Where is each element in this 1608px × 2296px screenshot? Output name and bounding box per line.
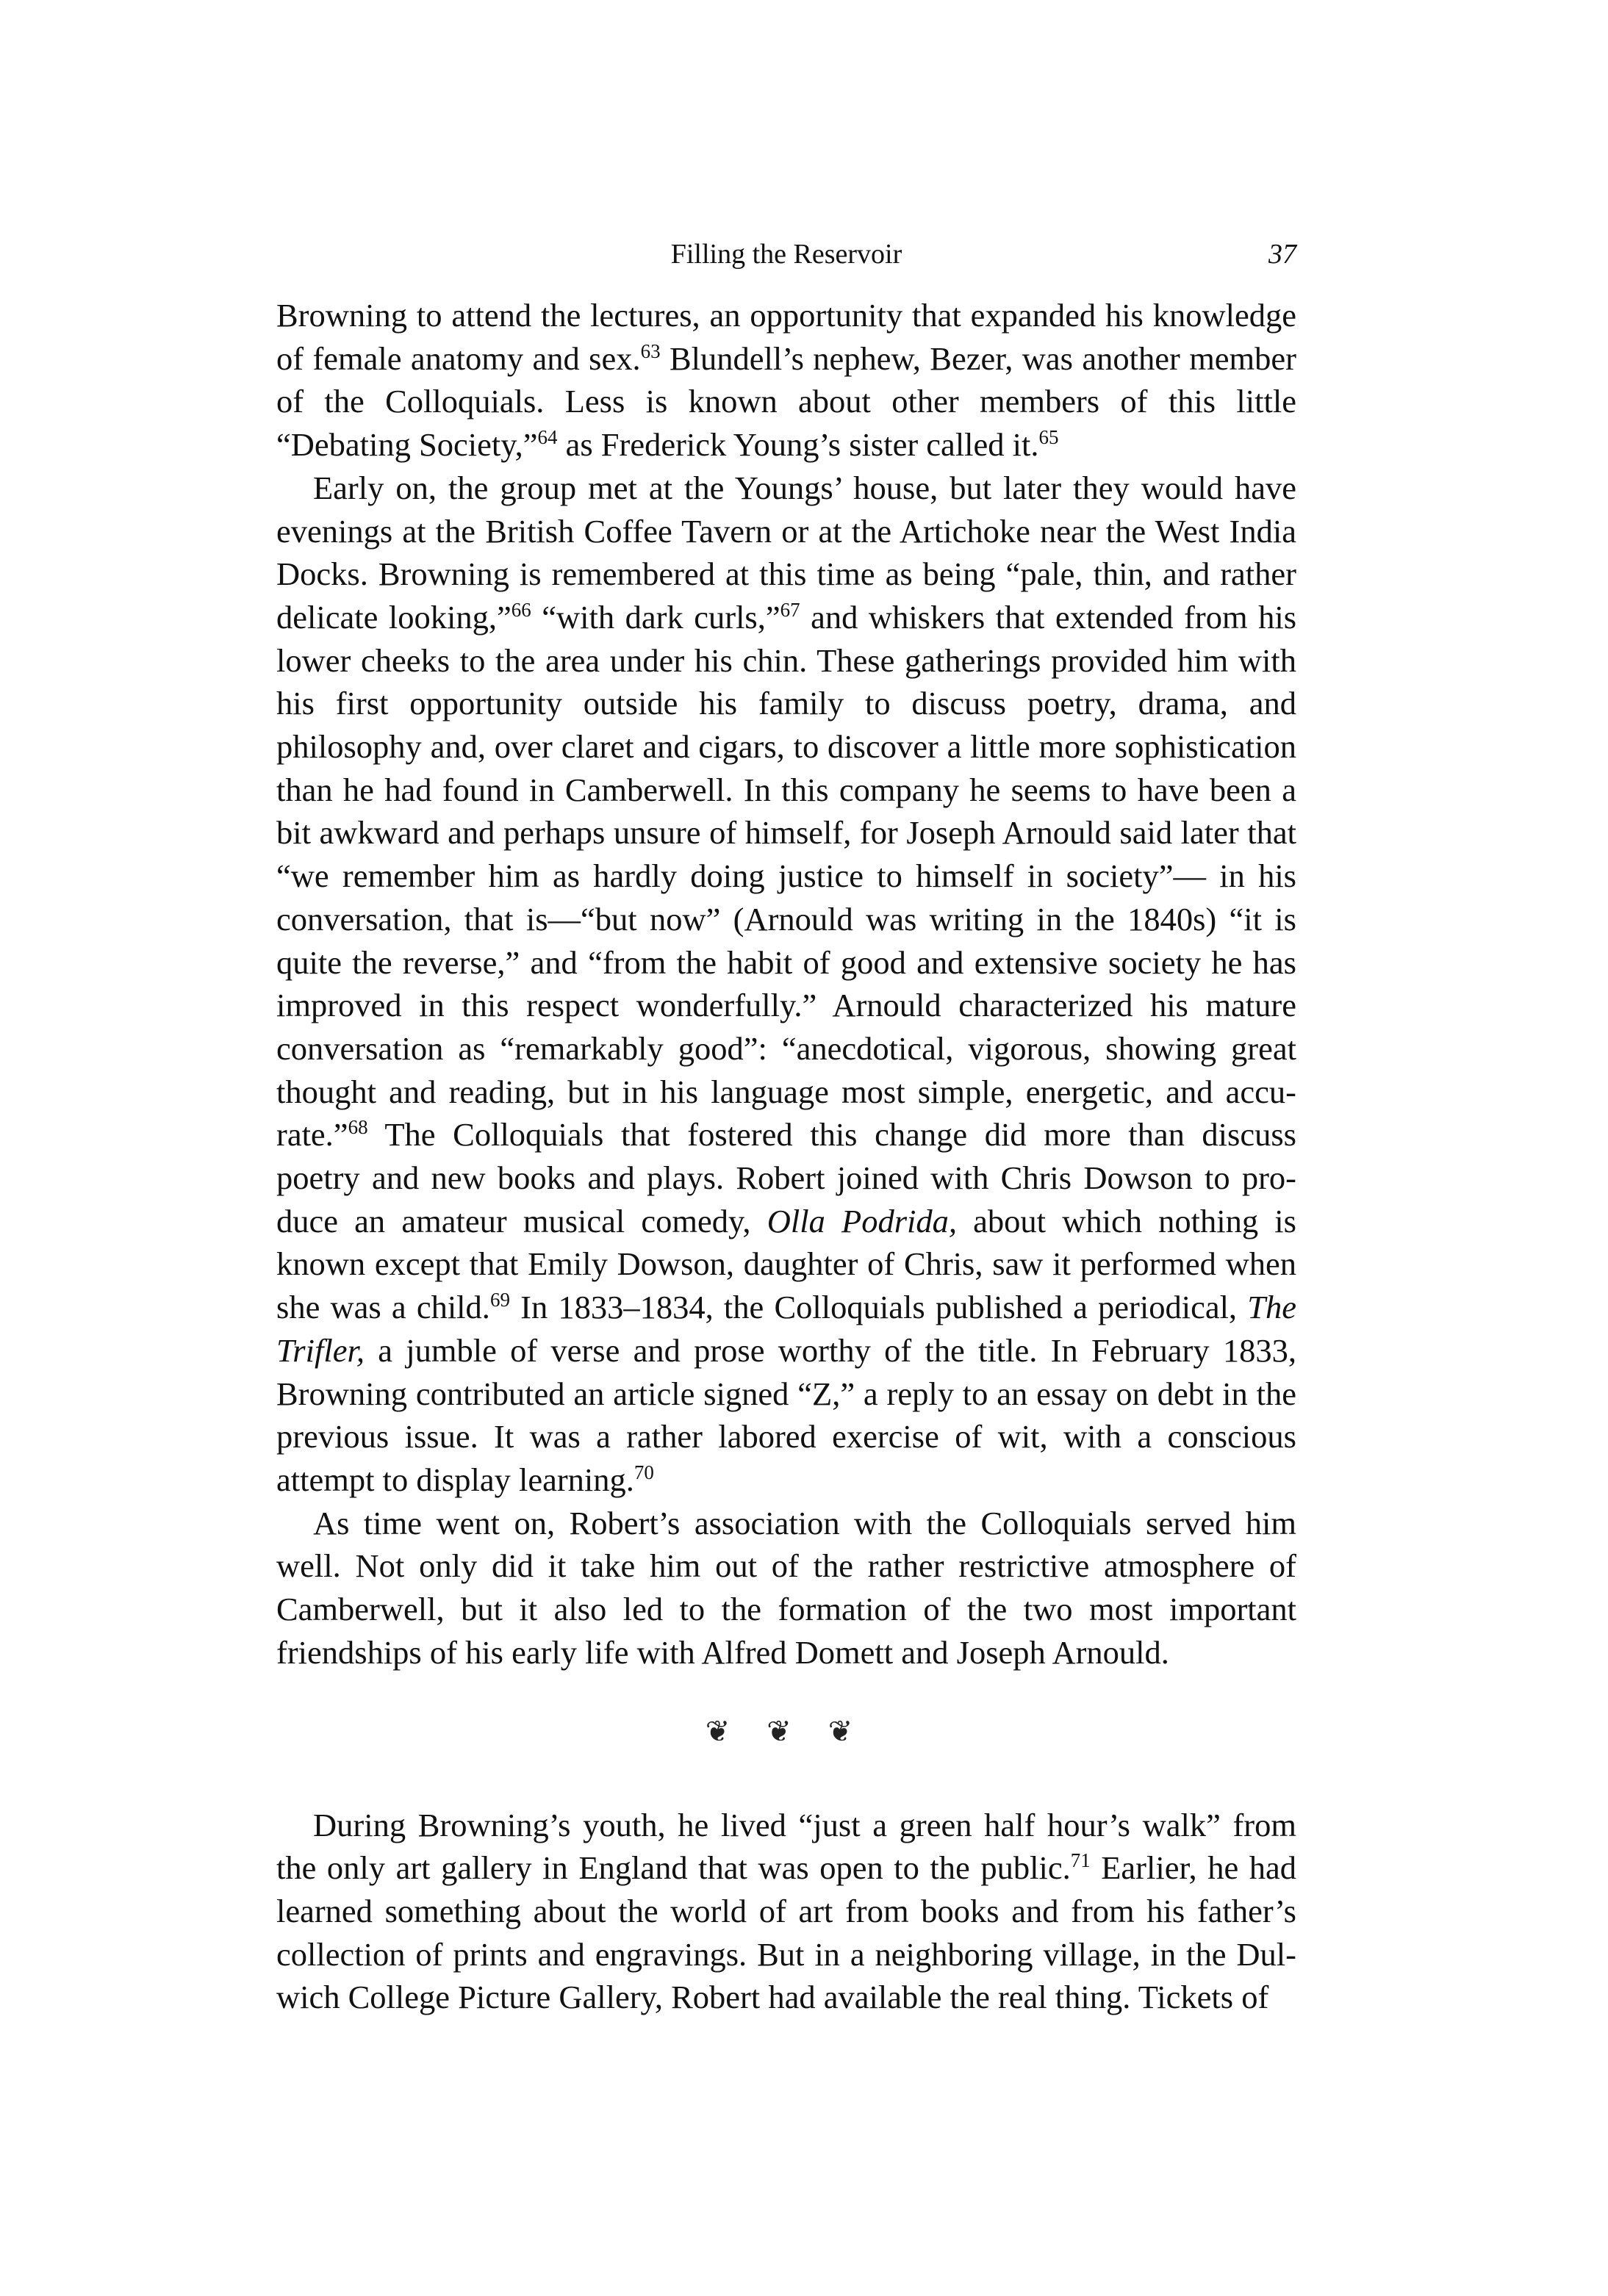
- text-run: about which nothing is known except that Emily Dowson, daughter of Chris, saw it performed when she was a child.: [276, 1202, 1296, 1326]
- text-run: Early on, the group met at the Youngs’ house, but later they would have evenings at the British Coffee Tavern or at the Artichoke near the West India Docks. Browning is remembered at this time as being “pale, thin, and rather delicate looking,”: [276, 469, 1296, 636]
- text-run: The Colloquials that fostered this change did more than discuss poetry and new books and plays. Robert joined with Chris Dowson to produce an amateur musical comedy,: [276, 1116, 1296, 1239]
- text-run: a jumble of verse and prose worthy of the title. In February 1833, Browning contributed an article signed “Z,” a reply to an essay on debt in the previous issue. It was a rather labored exercise of wit, with a conscious attempt to display learning.: [276, 1331, 1296, 1498]
- footnote-ref: 69: [489, 1289, 510, 1311]
- footnote-ref: 70: [633, 1461, 654, 1484]
- page-number: 37: [1268, 239, 1296, 270]
- footnote-ref: 64: [537, 426, 558, 449]
- footnote-ref: 66: [511, 599, 531, 622]
- paragraph: [276, 294, 1296, 467]
- text-run: Browning to attend the lectures, an opportunity that expanded his knowledge of female anatomy and sex.: [276, 297, 1296, 377]
- running-head: [276, 234, 1296, 275]
- body-text: [276, 294, 1296, 2019]
- footnote-ref: 65: [1038, 426, 1059, 449]
- text-run: Earlier, he had learned something about the world of art from books and from his father’s collection of prints and engravings. But in a neighboring village, in the Dulwich College Picture Gallery, Robert had available the real thing. Tickets of: [276, 1849, 1296, 2016]
- text-run: and whiskers that extended from his lower cheeks to the area under his chin. These gatherings provided him with his first opportunity outside his family to discuss poetry, drama, and philosophy and, over claret and cigars, to discover a little more sophistication than he had found in Camberwell. In this company he seems to have been a bit awkward and perhaps unsure of himself, for Joseph Arnould said later that “we remember him as hardly doing justice to himself in society”— in his conversation, that is—“but now” (Arnould was writing in the 1840s) “it is quite the reverse,” and “from the habit of good and extensive society he has improved in this respect wonderfully.” Arnould characterized his mature conversation as “remarkably good”: “anecdotical, vigorous, showing great thought and reading, but in his language most simple, energetic, and accurate.”: [276, 598, 1297, 1154]
- text-run: As time went on, Robert’s association with the Colloquials served him well. Not only did it take him out of the rather restrictive atmosphere of Camberwell, but it also led to the formation of the two most important friendships of his early life with Alfred Domett and Joseph Arnould.: [276, 1504, 1296, 1671]
- text-run: as Frederick Young’s sister called it.: [557, 426, 1039, 464]
- text-run: “with dark curls,”: [531, 598, 780, 636]
- paragraph: [276, 467, 1296, 1502]
- footnote-ref: 68: [348, 1116, 368, 1139]
- running-title: Filling the Reservoir: [670, 239, 902, 270]
- text-run: In 1833–1834, the Colloquials published a periodical,: [509, 1289, 1248, 1326]
- footnote-ref: 63: [640, 339, 661, 362]
- paragraph: [276, 1804, 1296, 2020]
- title-italic: Olla Podrida,: [767, 1202, 957, 1239]
- text-run: During Browning’s youth, he lived “just a green half hour’s walk” from the only art gallery in England that was open to the public.: [276, 1806, 1296, 1887]
- title-italic: The Trifler,: [276, 1289, 1296, 1369]
- footnote-ref: 67: [780, 599, 800, 622]
- footnote-ref: 71: [1070, 1849, 1091, 1872]
- text-run: Blundell’s nephew, Bezer, was another member of the Colloquials. Less is known about other members of this little “Debating Society,”: [276, 339, 1296, 464]
- paragraph: [276, 1502, 1296, 1674]
- section-break-ornament: [276, 1674, 1296, 1761]
- section-gap: [276, 1761, 1296, 1804]
- floral-ornament-icon: ❦ ❦ ❦: [705, 1714, 868, 1748]
